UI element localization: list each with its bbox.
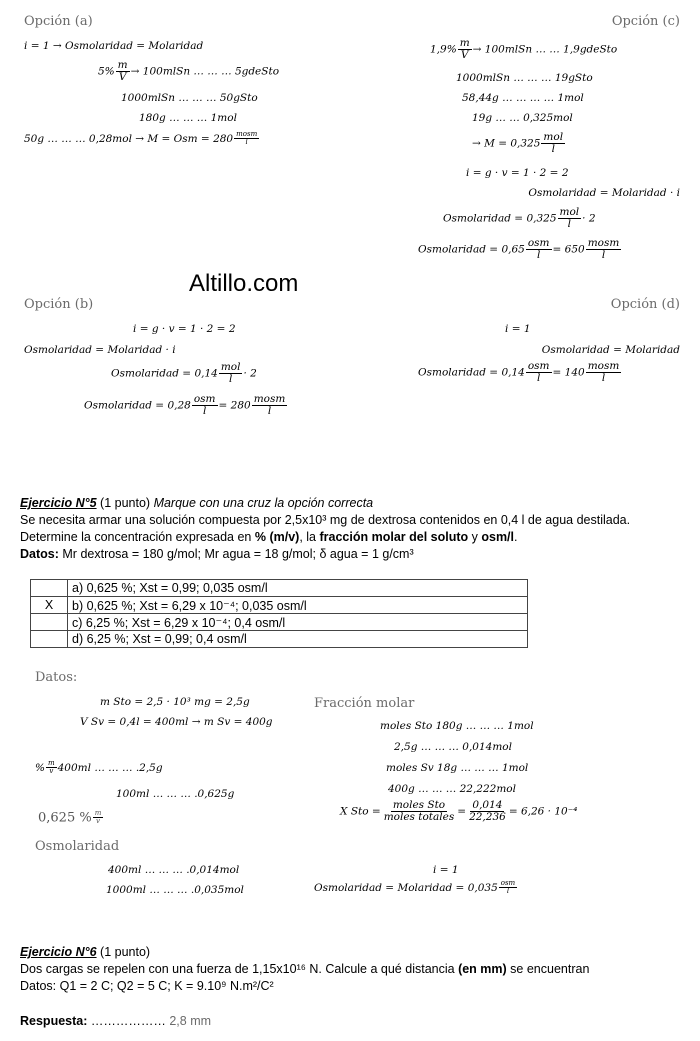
ej6-answer [20,1014,211,1028]
ej5-paragraph1: Se necesita armar una solución compuesta por 2,5x10³ mg de dextrosa contenidos en 0,4 l de agua destilada. [20,513,631,527]
opcion-c-line4: 19g … … 0,325mol [472,112,573,124]
opcion-c-line5: → M = 0,325 $\frac{\text{mol}}{l}$ [472,131,564,156]
ej5-instruction: Marque con una cruz la opción correcta [153,496,374,510]
sol-datos-line2: V Sv = 0,4l = 400ml → m Sv = 400g [80,716,273,728]
sol-pct-result: 0,625 % $\frac{m}{v}$ [38,809,102,826]
sol-osm-line3: i = 1 [433,864,459,876]
opcion-d-line1: i = 1 [505,323,531,335]
answer-dots: ……………… [90,1014,166,1028]
opcion-c-line2: 1000mlSn … … … 19gSto [456,72,593,84]
option-row-b[interactable] [31,597,528,614]
ej5-options-table [30,579,528,648]
opcion-c-line3: 58,44g … … … … 1mol [462,92,584,104]
option-row-d[interactable] [31,631,528,648]
ej5-paragraph2: Determine la concentración expresada en % (m/v), la fracción molar del soluto y osm/l. [20,530,518,544]
opcion-b-header: Opción (b) [24,297,94,312]
opcion-b-line3: Osmolaridad = 0,14 $\frac{\text{mol}}{l}$ · 2 [111,361,257,386]
ej6-title-line [20,945,150,959]
option-text: b) 0,625 %; Xst = 6,29 x 10⁻⁴; 0,035 osm/l [68,597,528,614]
opcion-d-line3: Osmolaridad = 0,14 $\frac{\text{osm}}{l}$ = 140 $\frac{\text{mosm}}{l}$ [418,360,620,385]
opcion-d-line2: Osmolaridad = Molaridad [541,344,680,356]
opcion-b-line4: Osmolaridad = 0,28 $\frac{\text{osm}}{l}$ = 280 $\frac{\text{mosm}}{l}$ [84,393,286,418]
sol-osm-line1: 400ml … … … .0,014mol [108,864,240,876]
sol-fm-line5: X Sto = $\frac{\text{moles Sto}}{\text{moles totales}}$ = $\frac{0,014}{22,236}$ = 6,26 · 10⁻⁴ [340,799,578,824]
option-row-c[interactable] [31,614,528,631]
ej6-paragraph1: Dos cargas se repelen con una fuerza de 1,15x10¹⁶ N. Calcule a qué distancia (en mm) se encuentran [20,962,590,976]
ej6-paragraph2: Datos: Q1 = 2 C; Q2 = 5 C; K = 9.10⁹ N.m²/C² [20,979,274,993]
option-mark[interactable] [31,631,68,648]
sol-osm-line2: 1000ml … … … .0,035mol [106,884,244,896]
opcion-b-line2: Osmolaridad = Molaridad · i [24,344,176,356]
option-text: c) 6,25 %; Xst = 6,29 x 10⁻⁴; 0,4 osm/l [68,614,528,631]
answer-value: 2,8 mm [169,1014,212,1028]
sol-osm-header: Osmolaridad [35,839,120,854]
option-row-a[interactable] [31,580,528,597]
opcion-c-line1: 1,9% $\frac{m}{V}$ → 100mlSn … … 1,9gdeSto [430,37,618,62]
answer-label: Respuesta: [20,1014,88,1028]
sol-pct-line1: % $\frac{m}{v}$ 400ml … … … .2,5g [35,759,163,776]
opcion-a-line4: 180g … … … 1mol [139,112,237,124]
option-text: a) 0,625 %; Xst = 0,99; 0,035 osm/l [68,580,528,597]
sol-fm-line1: moles Sto 180g … … … 1mol [380,720,534,732]
sol-fm-line4: 400g … … … 22,222mol [388,783,516,795]
option-text: d) 6,25 %; Xst = 0,99; 0,4 osm/l [68,631,528,648]
sol-osm-line4: Osmolaridad = Molaridad = 0,035 $\frac{\text{osm}}{l}$ [314,879,516,896]
opcion-d-header: Opción (d) [610,297,680,312]
option-mark[interactable] [31,614,68,631]
ej5-title-line [20,496,373,510]
opcion-c-line9: Osmolaridad = 0,65 $\frac{\text{osm}}{l}$ = 650 $\frac{\text{mosm}}{l}$ [418,237,620,262]
opcion-c-line6: i = g · v = 1 · 2 = 2 [466,167,569,179]
opcion-c-line7: Osmolaridad = Molaridad · i [528,187,680,199]
opcion-a-line5: 50g … … … 0,28mol → M = Osm = 280 $\frac{\text{mosm}}{l}$ [24,130,258,147]
watermark-text: Altillo.com [189,270,299,297]
opcion-a-line1: i = 1 → Osmolaridad = Molaridad [24,40,204,52]
opcion-a-line2: 5% $\frac{m}{V}$ → 100mlSn … … … 5gdeSto [98,59,280,84]
sol-fm-header: Fracción molar [314,696,415,711]
opcion-c-line8: Osmolaridad = 0,325 $\frac{\text{mol}}{l}$ · 2 [443,206,596,231]
opcion-a-line3: 1000mlSn … … … 50gSto [121,92,258,104]
sol-datos-header: Datos: [35,670,78,685]
sol-fm-line3: moles Sv 18g … … … 1mol [386,762,529,774]
sol-pct-line2: 100ml … … … .0,625g [116,788,235,800]
opcion-b-line1: i = g · v = 1 · 2 = 2 [133,323,236,335]
ej5-datos: Datos: Mr dextrosa = 180 g/mol; Mr agua = 18 g/mol; δ agua = 1 g/cm³ [20,547,414,561]
ej6-points: (1 punto) [100,945,151,959]
opcion-c-header: Opción (c) [611,14,680,29]
sol-datos-line1: m Sto = 2,5 · 10³ mg = 2,5g [100,696,250,708]
opcion-a-header: Opción (a) [24,14,93,29]
ej5-points: (1 punto) [100,496,151,510]
sol-fm-line2: 2,5g … … … 0,014mol [394,741,512,753]
option-mark[interactable]: X [31,597,68,614]
option-mark[interactable] [31,580,68,597]
ej5-title: Ejercicio N°5 [20,496,97,510]
ej6-title: Ejercicio N°6 [20,945,97,959]
